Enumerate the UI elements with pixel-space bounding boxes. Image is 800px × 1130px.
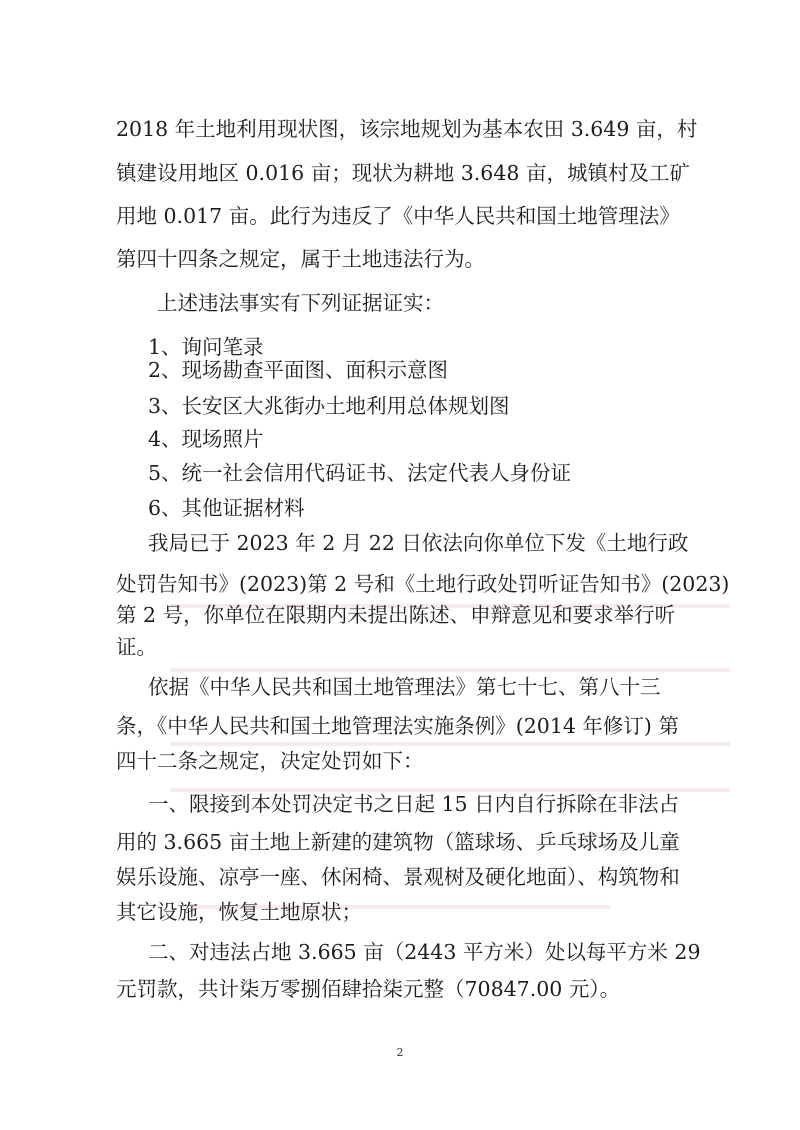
body-line: 我局已于 2023 年 2 月 22 日依法向你单位下发《土地行政 <box>148 531 689 555</box>
evidence-item: 6、其他证据材料 <box>148 496 305 520</box>
body-line: 处罚告知书》(2023)第 2 号和《土地行政处罚听证告知书》(2023) <box>116 572 730 596</box>
body-line: 四十二条之规定，决定处罚如下： <box>116 749 424 773</box>
body-line: 依据《中华人民共和国土地管理法》第七十七、第八十三 <box>148 675 661 699</box>
penalty-item: 二、对违法占地 3.665 亩（2443 平方米）处以每平方米 29 <box>148 940 701 964</box>
body-line: 用地 0.017 亩。此行为违反了《中华人民共和国土地管理法》 <box>116 204 680 228</box>
body-line: 证。 <box>116 635 157 659</box>
body-line: 第四十四条之规定，属于土地违法行为。 <box>116 247 485 271</box>
evidence-item: 4、现场照片 <box>148 427 264 451</box>
bleed-through-line <box>170 742 730 746</box>
body-line: 用的 3.665 亩土地上新建的建筑物（篮球场、乒乓球场及儿童 <box>116 830 680 854</box>
evidence-item: 5、统一社会信用代码证书、法定代表人身份证 <box>148 461 572 485</box>
body-line: 条，《中华人民共和国土地管理法实施条例》(2014 年修订) 第 <box>116 714 679 738</box>
body-line: 镇建设用地区 0.016 亩；现状为耕地 3.648 亩，城镇村及工矿 <box>116 161 690 185</box>
evidence-item: 1、询问笔录 <box>148 335 264 359</box>
body-line: 2018 年土地利用现状图，该宗地规划为基本农田 3.649 亩，村 <box>116 117 698 141</box>
evidence-intro: 上述违法事实有下列证据证实： <box>157 291 444 315</box>
penalty-item: 一、限接到本处罚决定书之日起 15 日内自行拆除在非法占 <box>148 792 680 816</box>
body-line: 第 2 号，你单位在限期内未提出陈述、申辩意见和要求举行听 <box>116 603 676 627</box>
evidence-item: 3、长安区大兆街办土地利用总体规划图 <box>148 394 510 418</box>
bleed-through-line <box>170 668 730 672</box>
body-line: 其它设施，恢复土地原状； <box>116 900 362 924</box>
body-line: 娱乐设施、凉亭一座、休闲椅、景观树及硬化地面）、构筑物和 <box>116 865 680 889</box>
evidence-item: 2、现场勘查平面图、面积示意图 <box>148 358 449 382</box>
page-number: 2 <box>396 1046 404 1059</box>
body-line: 元罚款，共计柒万零捌佰肆拾柒元整（70847.00 元）。 <box>116 977 621 1001</box>
